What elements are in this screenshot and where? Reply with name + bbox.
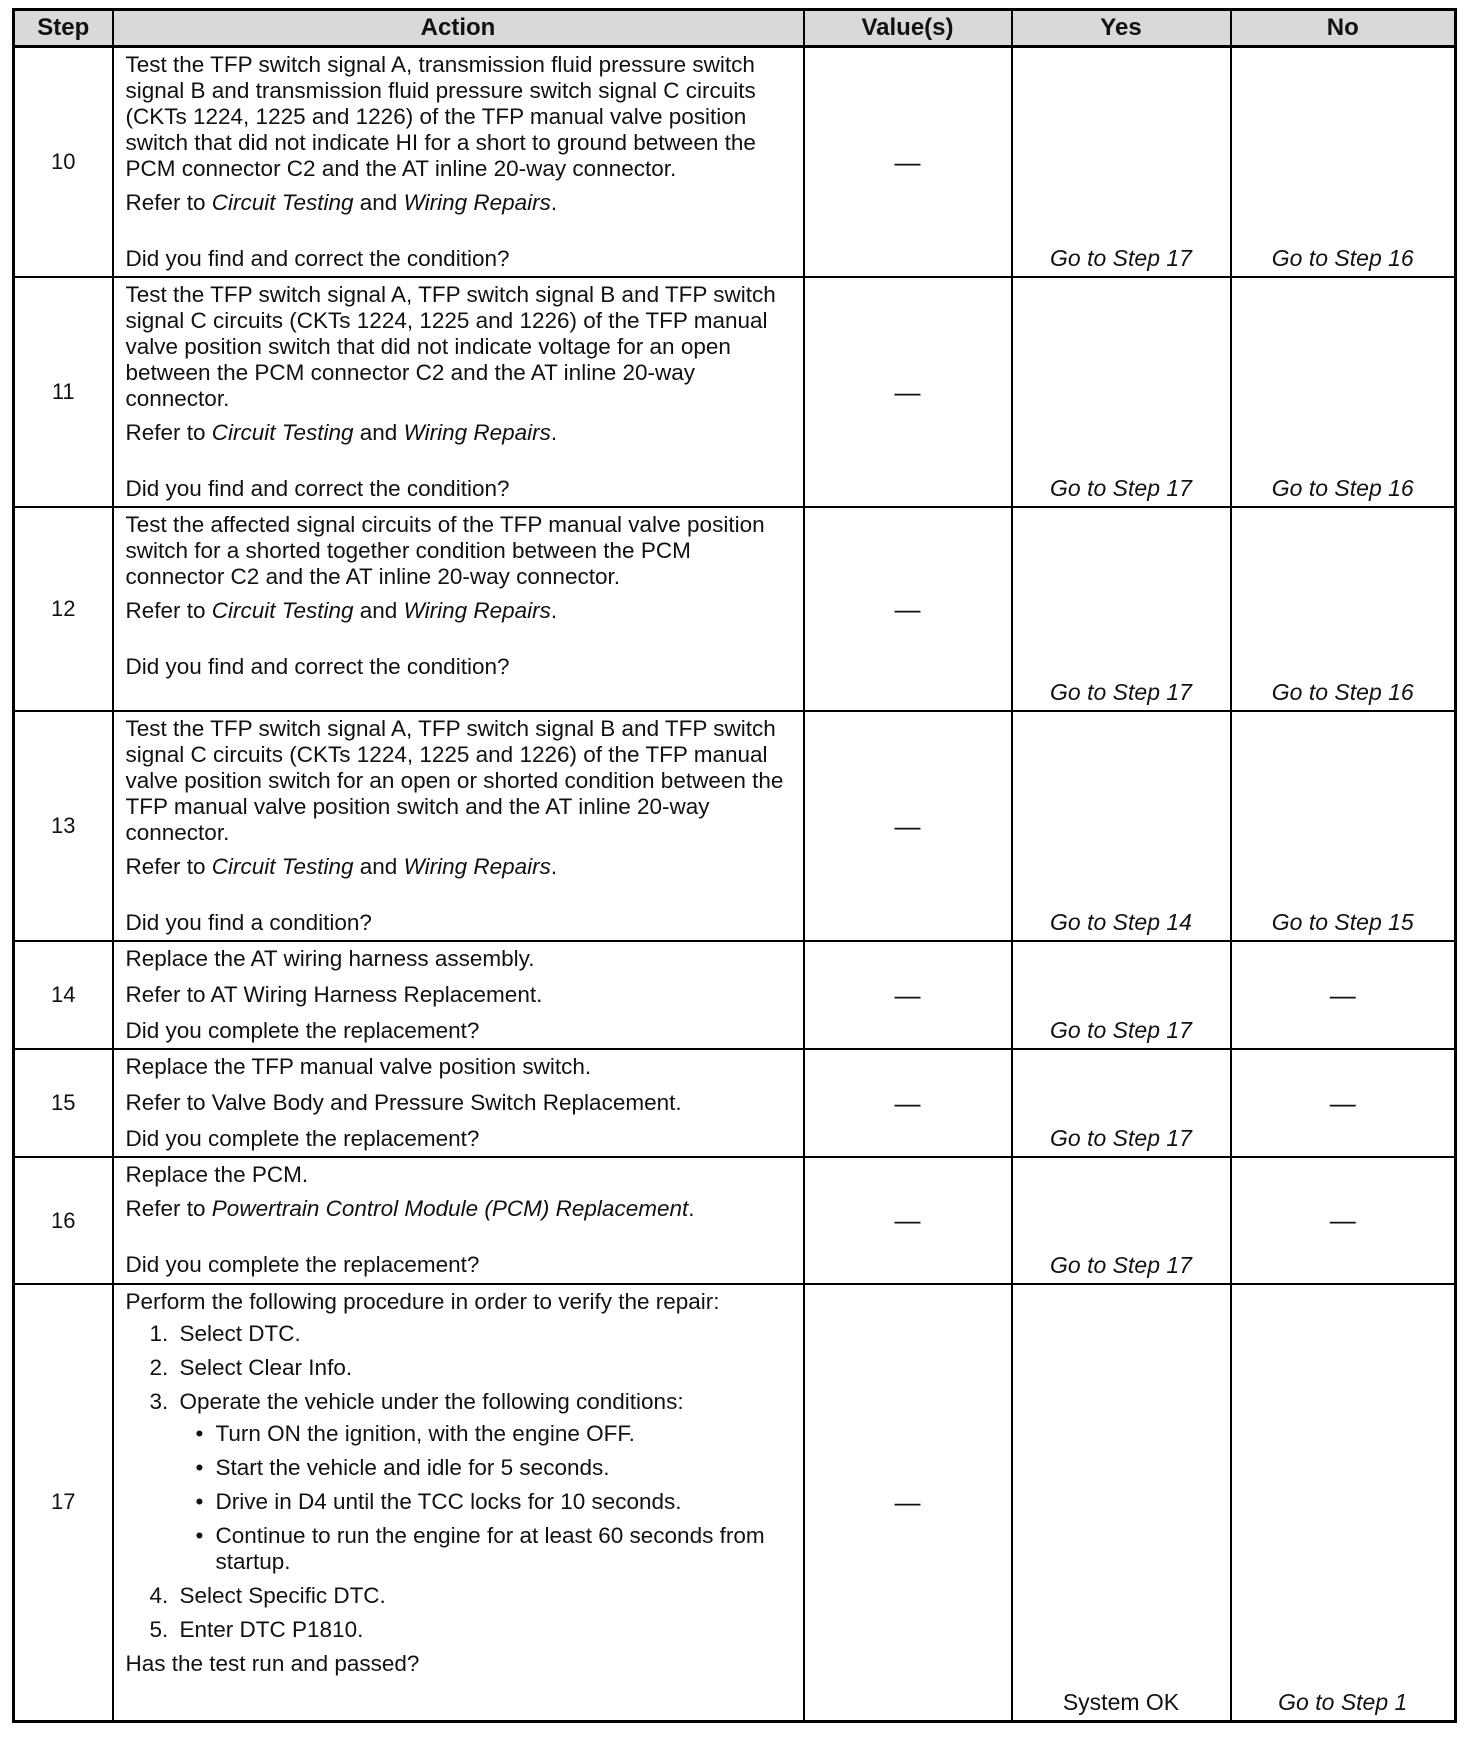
table-row xyxy=(14,277,1456,507)
yes-cell[interactable]: Go to Step 17 xyxy=(1012,941,1231,1049)
action-refer: Refer to Valve Body and Pressure Switch Replacement. xyxy=(125,1090,682,1115)
action-cell xyxy=(113,47,804,278)
link-circuit-testing[interactable]: Circuit Testing xyxy=(211,420,354,445)
action-intro: Perform the following procedure in order to verify the repair: xyxy=(125,1289,720,1314)
step-number: 12 xyxy=(14,507,113,711)
value-cell: — xyxy=(804,1157,1012,1284)
link-wiring-repairs[interactable]: Wiring Repairs xyxy=(403,854,551,879)
table-row xyxy=(14,941,1456,1049)
diagnostic-table xyxy=(12,8,1457,1723)
value-cell: — xyxy=(804,277,1012,507)
procedure-list xyxy=(126,1321,795,1643)
action-refer: Refer to Circuit Testing and Wiring Repairs. xyxy=(125,190,558,215)
no-cell: — xyxy=(1231,1157,1456,1284)
no-cell[interactable]: Go to Step 16 xyxy=(1231,507,1456,711)
header-values: Value(s) xyxy=(804,10,1012,47)
action-question: Did you find a condition? xyxy=(125,910,372,935)
table-row xyxy=(14,1157,1456,1284)
list-item: 3. Operate the vehicle under the following conditions: • Turn ON the ignition, with the engine OFF. • Start the vehicle and idle for 5 seconds. • Drive in D4 until the TCC locks for 10 seconds. • Continue to run the engine for at least 60 seconds from startup. xyxy=(150,1389,795,1575)
action-question: Did you complete the replacement? xyxy=(125,1018,480,1043)
step-number: 17 xyxy=(14,1284,113,1721)
action-cell xyxy=(113,1157,804,1284)
yes-cell[interactable]: Go to Step 17 xyxy=(1012,1049,1231,1157)
no-cell[interactable]: Go to Step 16 xyxy=(1231,47,1456,278)
action-cell xyxy=(113,507,804,711)
action-cell xyxy=(113,711,804,941)
action-refer: Refer to Circuit Testing and Wiring Repairs. xyxy=(125,854,558,879)
header-no: No xyxy=(1231,10,1456,47)
action-question: Has the test run and passed? xyxy=(125,1651,420,1676)
action-refer: Refer to AT Wiring Harness Replacement. xyxy=(125,982,543,1007)
yes-cell[interactable]: Go to Step 17 xyxy=(1012,1157,1231,1284)
diagnostic-table-page xyxy=(12,8,1454,1723)
action-text: Test the TFP switch signal A, TFP switch signal B and TFP switch signal C circuits (CKTs 1224, 1225 and 1226) of the TFP manual valve position switch that did not indicate voltage for an open between the PCM connector C2 and the AT inline 20-way connector. xyxy=(125,282,776,411)
no-cell: — xyxy=(1231,941,1456,1049)
yes-cell[interactable]: Go to Step 17 xyxy=(1012,47,1231,278)
link-wiring-repairs[interactable]: Wiring Repairs xyxy=(403,420,551,445)
yes-cell[interactable]: Go to Step 14 xyxy=(1012,711,1231,941)
yes-cell[interactable]: Go to Step 17 xyxy=(1012,507,1231,711)
action-refer: Refer to Powertrain Control Module (PCM) Replacement. xyxy=(125,1196,695,1221)
action-question: Did you complete the replacement? xyxy=(125,1252,480,1277)
header-step: Step xyxy=(14,10,113,47)
header-yes: Yes xyxy=(1012,10,1231,47)
value-cell: — xyxy=(804,941,1012,1049)
value-cell: — xyxy=(804,507,1012,711)
link-circuit-testing[interactable]: Circuit Testing xyxy=(211,598,354,623)
action-text: Replace the PCM. xyxy=(125,1162,309,1187)
step-number: 14 xyxy=(14,941,113,1049)
list-item: • Continue to run the engine for at least 60 seconds from startup. xyxy=(216,1523,795,1575)
link-wiring-repairs[interactable]: Wiring Repairs xyxy=(403,598,551,623)
no-cell[interactable]: Go to Step 15 xyxy=(1231,711,1456,941)
yes-cell[interactable]: Go to Step 17 xyxy=(1012,277,1231,507)
value-cell: — xyxy=(804,1049,1012,1157)
list-item: 4. Select Specific DTC. xyxy=(149,1583,386,1608)
step-number: 16 xyxy=(14,1157,113,1284)
link-pcm-replacement[interactable]: Powertrain Control Module (PCM) Replacement xyxy=(211,1196,689,1221)
link-circuit-testing[interactable]: Circuit Testing xyxy=(211,854,354,879)
action-cell xyxy=(113,277,804,507)
action-text: Test the TFP switch signal A, transmission fluid pressure switch signal B and transmission fluid pressure switch signal C circuits (CKTs 1224, 1225 and 1226) of the TFP manual valve position switch that did not indicate HI for a short to ground between the PCM connector C2 and the AT inline 20-way connector. xyxy=(125,52,756,181)
step-number: 11 xyxy=(14,277,113,507)
value-cell: — xyxy=(804,47,1012,278)
conditions-list xyxy=(180,1421,795,1575)
action-refer: Refer to Circuit Testing and Wiring Repairs. xyxy=(125,598,558,623)
action-question: Did you find and correct the condition? xyxy=(125,476,510,501)
table-row xyxy=(14,711,1456,941)
header-action: Action xyxy=(113,10,804,47)
action-question: Did you find and correct the condition? xyxy=(125,654,510,679)
action-text: Test the affected signal circuits of the TFP manual valve position switch for a shorted together condition between the PCM connector C2 and the AT inline 20-way connector. xyxy=(125,512,765,589)
link-wiring-repairs[interactable]: Wiring Repairs xyxy=(403,190,551,215)
no-cell[interactable]: Go to Step 1 xyxy=(1231,1284,1456,1721)
table-row xyxy=(14,1284,1456,1721)
link-circuit-testing[interactable]: Circuit Testing xyxy=(211,190,354,215)
action-cell xyxy=(113,1049,804,1157)
action-text: Replace the AT wiring harness assembly. xyxy=(125,946,535,971)
action-question: Did you find and correct the condition? xyxy=(125,246,510,271)
list-item: • Start the vehicle and idle for 5 seconds. xyxy=(216,1455,795,1481)
action-cell xyxy=(113,941,804,1049)
action-text: Test the TFP switch signal A, TFP switch signal B and TFP switch signal C circuits (CKTs 1224, 1225 and 1226) of the TFP manual valve position switch for an open or shorted condition between the TFP manual valve position switch and the AT inline 20-way connector. xyxy=(125,716,784,845)
action-question: Did you complete the replacement? xyxy=(125,1126,480,1151)
list-item: 2. Select Clear Info. xyxy=(149,1355,353,1380)
step-number: 15 xyxy=(14,1049,113,1157)
action-cell xyxy=(113,1284,804,1721)
no-cell: — xyxy=(1231,1049,1456,1157)
yes-cell: System OK xyxy=(1012,1284,1231,1721)
header-row xyxy=(14,10,1456,47)
value-cell: — xyxy=(804,711,1012,941)
step-number: 10 xyxy=(14,47,113,278)
list-item: • Turn ON the ignition, with the engine OFF. xyxy=(216,1421,795,1447)
no-cell[interactable]: Go to Step 16 xyxy=(1231,277,1456,507)
action-refer: Refer to Circuit Testing and Wiring Repairs. xyxy=(125,420,558,445)
table-row xyxy=(14,1049,1456,1157)
step-number: 13 xyxy=(14,711,113,941)
value-cell: — xyxy=(804,1284,1012,1721)
list-item: • Drive in D4 until the TCC locks for 10 seconds. xyxy=(216,1489,795,1515)
list-item: 5. Enter DTC P1810. xyxy=(149,1617,364,1642)
table-row xyxy=(14,47,1456,278)
table-row xyxy=(14,507,1456,711)
list-item: 1. Select DTC. xyxy=(149,1321,301,1346)
action-text: Replace the TFP manual valve position switch. xyxy=(125,1054,592,1079)
